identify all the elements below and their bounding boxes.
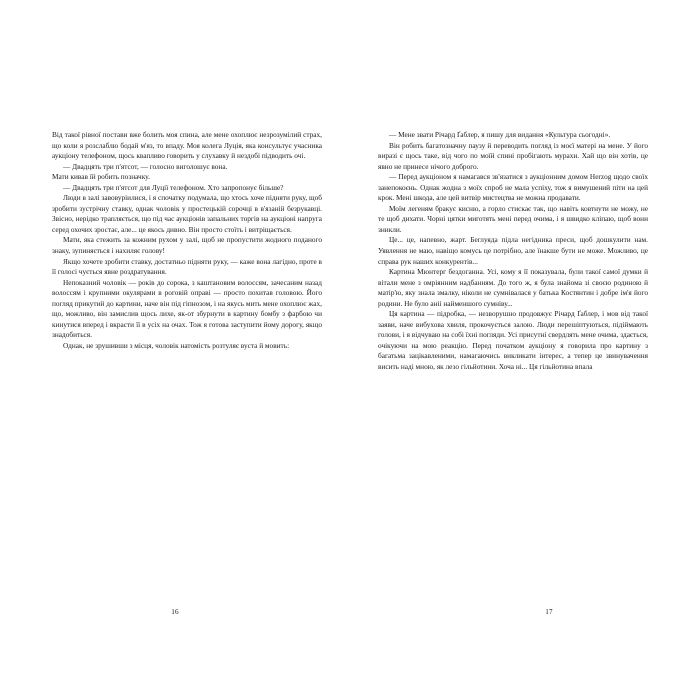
right-page <box>350 130 700 616</box>
paragraph: Люди в залі завовуріилися, і я спочатку подумала, що хтось хоче підняти руку, щоб зробити зустрічну ставку, однак чоловік у простецькій сорочці в в'язаній безрукавці. Звісно, нерідко трапляється, що під час аукціонів запальних торгів на аукціоні напруга серед охочих зростає, але... це якось дивно. Він просто стоїть і витріщається. <box>52 193 322 234</box>
paragraph: Якщо хочете зробити ставку, достатньо підняти руку, — каже вона лагідно, проте в її голосі чується явне роздратування. <box>52 256 322 277</box>
paragraph: Від такої рівної постави вже болить моя спина, але мене охоплює незрозумілий страх, що коли я розслаблю бодай м'яз, то впаду. Моя колега Луція, яка консультує учасника аукціону телефоном, щось квапливо говорить у слухавку й нездобі підводить очі. <box>52 130 322 161</box>
page-number-right: 17 <box>545 608 553 616</box>
paragraph: Однак, не зрушивши з місця, чоловік натомість розтуляє вуста й мовить: <box>63 340 290 350</box>
left-page-text <box>52 130 322 351</box>
paragraph: Мати кивав їй робить позначку. <box>52 172 150 182</box>
paragraph: Картина Мюнтерг бездоганна. Усі, кому я її показувала, були такої самої думки й вітали мене з омріянним надбанням. До того ж, я була знайома зі своєю родиною й матір'ю, яку знала змалку, ніколи не сумнівалася у батька Костянтин і добре ім'я його родини. Не було аніі найменшого сумніву... <box>378 267 648 308</box>
paragraph: Це... це, напевно, жарт. Беглуяда підла негідника преси, щоб дошкулити нам. Уявлення не маю, навіщо комусь це потрібно, але їнакше бути не може. Можливо, це справа рук наших конкурентів... <box>378 235 648 266</box>
paragraph: — Перед аукціоном я намагався зв'язатися з аукціонним домом Herzog щодо своїх занепокоєнь. Однак жодна з моїх спроб не мала успіху, тож я вимушений піти на цей крок. Мені шкода, але цей витвір мистецтва не можна продавати. <box>378 172 648 203</box>
paragraph: Він робить багатозначну паузу й переводить погляд із моєї матері на мене. У його виразі є щось таке, від чого по моїй спині пробігають мурахи. Хай що він хотів, це явно не принесе нічого доброго. <box>378 140 648 171</box>
paragraph: — Двадцять три п'ятсот для Луції телефоном. Хто запропонує більше? <box>63 182 284 192</box>
paragraph: Непоказний чоловік — років до сорока, з каштановим волоссям, зачесаним назад волоссям і крупними окулярами в роговій оправі — просто похитав головою. Його погляд прикутий до картини, наче він під гіпнозом, і на якусь мить мене охоплює жах, що, можливо, він замислив щось лихе, як-от збурнути в картину бомбу з фарбою чи кинутися вперед і вкрасти її в усіх на очах. Тож я готова заступити йому дорогу, якщо знадобиться. <box>52 277 322 340</box>
paragraph: Ця картина — підробка, — незворушно продовжує Річард Ґаблер, і мов від такої заяви, наче вибухова хвиля, прокочується залою. Люди перешіптуються, підіймають голови, і я відчуваю на собі їхні погляди. Усі присутні свердлять мене очима, здається, очікуючи на мою реакцію. Перед початком аукціону я говорила про картину з багатьма зацікавленими, намагаючись викликати інтерес, а тепер це звинувачення висить наді мною, як лезо гільйотини. Хоча ні... Ця гільйотина впала <box>378 309 648 372</box>
paragraph: Моїм легеням бракує кисню, а горло стискає так, що навіть ковтнути не можу, не те щоб дихати. Чорні цятки миготять мені перед очима, і я швидко кліпаю, щоб вони зникли. <box>378 203 648 234</box>
left-page <box>0 130 350 616</box>
paragraph: — Мене звати Річард Ґаблер, я пишу для видання «Культура сьогодні». <box>389 130 611 139</box>
paragraph: Мати, яка стежить за кожним рухом у залі, щоб не пропустити жодного поданого знаку, зупиняється і нахиляє голову! <box>52 235 322 256</box>
right-page-text <box>378 130 648 373</box>
paragraph: — Двадцять три п'ятсот, — голосно виголошує вона. <box>63 161 228 171</box>
page-number-left: 16 <box>171 608 179 616</box>
